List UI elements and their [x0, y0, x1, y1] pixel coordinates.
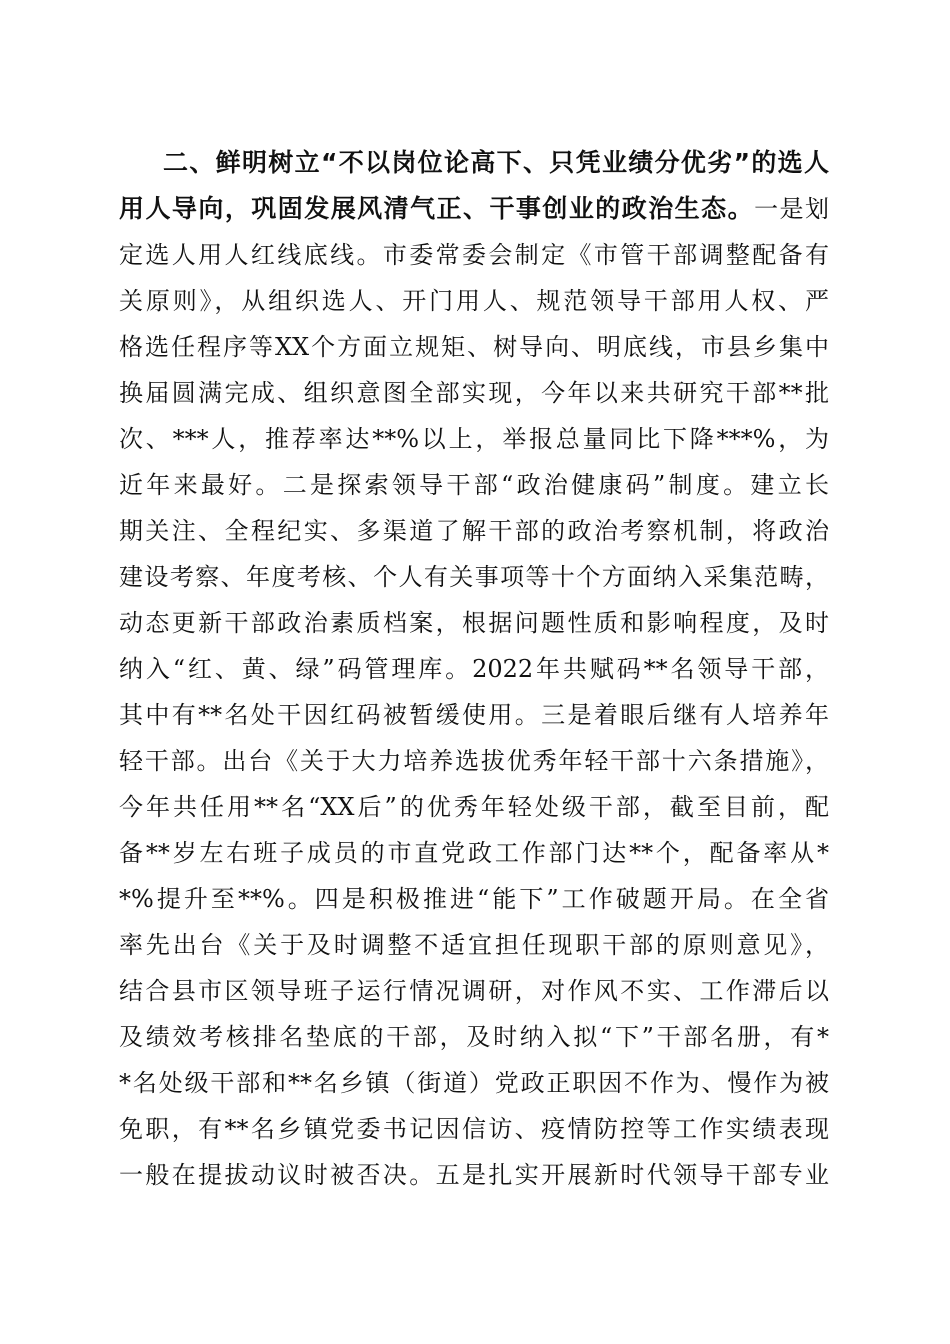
- line-text: 近年来最好。二是探索领导干部“政治健康码”制度。建立长: [119, 471, 829, 499]
- line-text: 免职，有**名乡镇党委书记因信访、疫情防控等工作实绩表现: [119, 1115, 829, 1143]
- line-text: 关原则》，从组织选人、开门用人、规范领导干部用人权、严: [119, 287, 829, 315]
- paragraph-line: [119, 462, 829, 508]
- paragraph-line: [119, 1106, 829, 1152]
- line-text: 一是划: [754, 195, 829, 223]
- line-text: *%提升至**%。四是积极推进“能下”工作破题开局。在全省: [119, 885, 829, 913]
- paragraph-line: [119, 646, 829, 692]
- section-heading: 用人导向，巩固发展风清气正、干事创业的政治生态。: [119, 194, 755, 223]
- line-text: 今年共任用**名“XX后”的优秀年轻处级干部，截至目前，配: [119, 793, 829, 821]
- paragraph-line: [119, 140, 829, 186]
- paragraph-line: [119, 554, 829, 600]
- line-text: 纳入“红、黄、绿”码管理库。2022年共赋码**名领导干部，: [119, 655, 829, 683]
- paragraph-line: [119, 922, 829, 968]
- paragraph-line: [119, 186, 829, 232]
- paragraph-line: [119, 370, 829, 416]
- line-text: 及绩效考核排名垫底的干部，及时纳入拟“下”干部名册，有*: [119, 1023, 829, 1051]
- paragraph-line: [119, 416, 829, 462]
- line-text: 建设考察、年度考核、个人有关事项等十个方面纳入采集范畴，: [119, 563, 829, 591]
- line-text: 率先出台《关于及时调整不适宜担任现职干部的原则意见》，: [119, 931, 829, 959]
- line-text: 结合县市区领导班子运行情况调研，对作风不实、工作滞后以: [119, 977, 829, 1005]
- paragraph-line: [119, 232, 829, 278]
- line-text: 定选人用人红线底线。市委常委会制定《市管干部调整配备有: [119, 241, 829, 269]
- paragraph-line: [119, 738, 829, 784]
- paragraph-line: [119, 784, 829, 830]
- paragraph-line: [119, 600, 829, 646]
- line-text: 格选任程序等XX个方面立规矩、树导向、明底线，市县乡集中: [119, 333, 829, 361]
- line-text: 一般在提拔动议时被否决。五是扎实开展新时代领导干部专业: [119, 1161, 829, 1189]
- line-text: 次、***人，推荐率达**%以上，举报总量同比下降***%，为: [119, 425, 829, 453]
- body-paragraph: [119, 140, 829, 1198]
- paragraph-line: [119, 876, 829, 922]
- paragraph-line: [119, 1152, 829, 1198]
- paragraph-line: [119, 830, 829, 876]
- line-text: 其中有**名处干因红码被暂缓使用。三是着眼后继有人培养年: [119, 701, 829, 729]
- line-text: 备**岁左右班子成员的市直党政工作部门达**个，配备率从*: [119, 839, 829, 867]
- paragraph-line: [119, 692, 829, 738]
- paragraph-line: [119, 324, 829, 370]
- paragraph-line: [119, 968, 829, 1014]
- line-text: 动态更新干部政治素质档案，根据问题性质和影响程度，及时: [119, 609, 829, 637]
- line-text: 换届圆满完成、组织意图全部实现，今年以来共研究干部**批: [119, 379, 829, 407]
- paragraph-line: [119, 278, 829, 324]
- paragraph-line: [119, 1014, 829, 1060]
- line-text: 轻干部。出台《关于大力培养选拔优秀年轻干部十六条措施》，: [119, 747, 829, 775]
- section-heading: 二、鲜明树立“不以岗位论高下、只凭业绩分优劣”的选人: [163, 148, 829, 177]
- paragraph-line: [119, 1060, 829, 1106]
- line-text: *名处级干部和**名乡镇（街道）党政正职因不作为、慢作为被: [119, 1069, 829, 1097]
- paragraph-line: [119, 508, 829, 554]
- line-text: 期关注、全程纪实、多渠道了解干部的政治考察机制，将政治: [119, 517, 829, 545]
